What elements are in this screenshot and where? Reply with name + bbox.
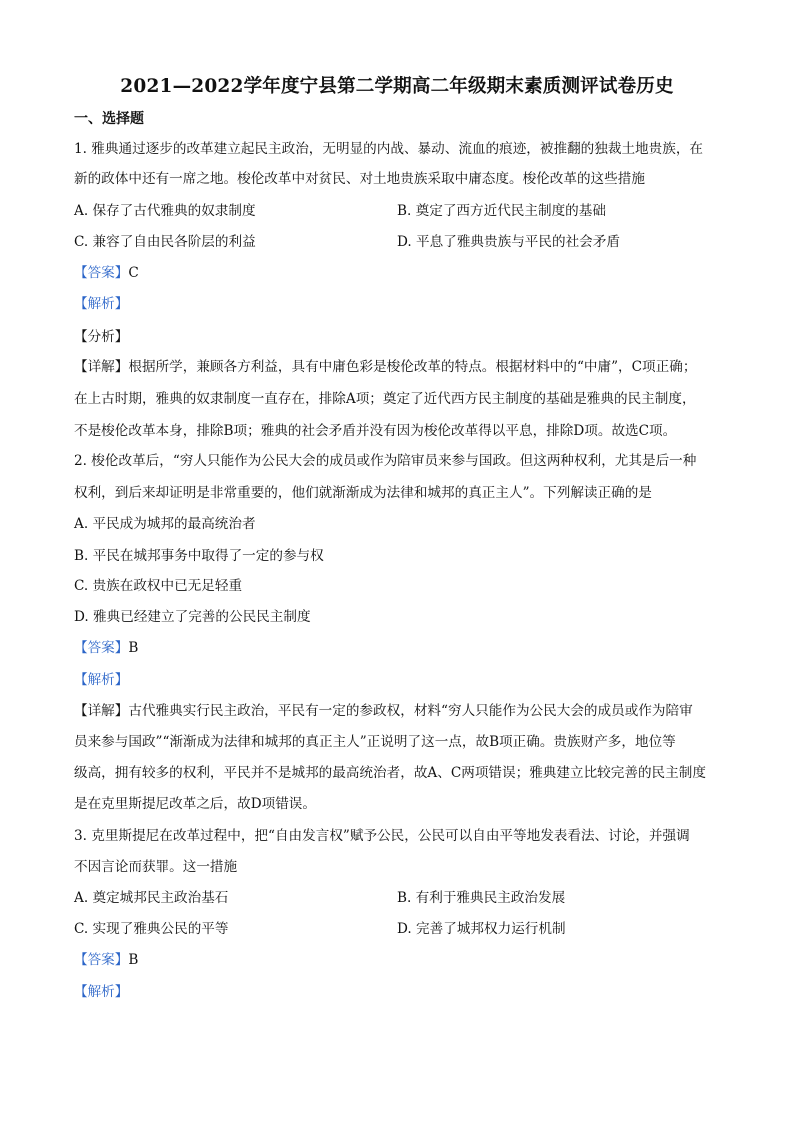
q1-detail-line-3: 不是梭伦改革本身，排除B项；雅典的社会矛盾并没有因为梭伦改革得以平息，排除D项。故选C项。 [74,423,677,439]
q2-detail-line-1 [74,701,693,721]
q2-detail-line-4: 是在克里斯提尼改革之后，故D项错误。 [74,796,316,812]
page-title: 2021—2022学年度宁县第二学期高二年级期末素质测评试卷历史 [120,76,674,97]
q2-option-d: D. 雅典已经建立了完善的公民民主制度 [74,609,311,625]
q2-option-c: C. 贵族在政权中已无足轻重 [74,578,243,594]
q3-answer [74,950,138,970]
q2-stem-line-2: 权利，到后来却证明是非常重要的，他们就渐渐成为法律和城邦的真正主人”。下列解读正确的是 [74,485,652,501]
q1-jiexi-tag: 【解析】 [74,296,129,312]
q1-detail-tag: 【详解】 [74,359,129,375]
q1-detail-line-2: 在上古时期，雅典的奴隶制度一直存在，排除A项；奠定了近代西方民主制度的基础是雅典的民主制度， [74,391,696,407]
q2-answer-tag: 【答案】 [74,640,129,656]
q3-option-a: A. 奠定城邦民主政治基石 [74,890,229,906]
q1-answer-tag: 【答案】 [74,265,129,281]
q2-detail-tag: 【详解】 [74,703,129,719]
q3-answer-tag: 【答案】 [74,952,129,968]
q3-option-c: C. 实现了雅典公民的平等 [74,921,229,937]
q1-stem-line-1: 1. 雅典通过逐步的改革建立起民主政治，无明显的内战、暴动、流血的痕迹，被推翻的独裁土地贵族，在 [74,141,704,157]
q2-detail-line-2: 员来参与国政”“渐渐成为法律和城邦的真正主人”正说明了这一点，故B项正确。贵族财产多，地位等 [74,734,676,750]
q2-option-a: A. 平民成为城邦的最高统治者 [74,516,256,532]
q2-answer-value: B [128,640,139,656]
q1-option-b: B. 奠定了西方近代民主制度的基础 [397,203,606,219]
q2-answer [74,638,138,658]
q3-answer-value: B [128,952,139,968]
q1-fenxi-tag: 【分析】 [74,329,129,345]
q3-option-b: B. 有利于雅典民主政治发展 [397,890,566,906]
q1-option-c: C. 兼容了自由民各阶层的利益 [74,234,256,250]
q3-stem-line-1: 3. 克里斯提尼在改革过程中，把“自由发言权”赋予公民，公民可以自由平等地发表看法、讨论，并强调 [74,828,690,844]
q1-option-d: D. 平息了雅典贵族与平民的社会矛盾 [397,234,620,250]
q1-answer-value: C [128,265,139,281]
q3-stem-line-2: 不因言论而获罪。这一措施 [74,859,238,875]
q1-stem-line-2: 新的政体中还有一席之地。梭伦改革中对贫民、对土地贵族采取中庸态度。梭伦改革的这些措施 [74,171,645,187]
q2-detail-line-3: 级高，拥有较多的权利，平民并不是城邦的最高统治者，故A、C两项错误；雅典建立比较完善的民主制度 [74,765,706,781]
q3-jiexi-tag: 【解析】 [74,984,129,1000]
q2-option-b: B. 平民在城邦事务中取得了一定的参与权 [74,548,324,564]
q2-detail-text-1: 古代雅典实行民主政治，平民有一定的参政权，材料“穷人只能作为公民大会的成员或作为陪审 [128,703,693,719]
q1-detail-text-1: 根据所学，兼顾各方利益，具有中庸色彩是梭伦改革的特点。根据材料中的“中庸”，C项正确； [128,359,697,375]
q1-detail-line-1 [74,357,696,377]
q2-stem-line-1: 2. 梭伦改革后，“穷人只能作为公民大会的成员或作为陪审员来参与国政。但这两种权利，尤其是后一种 [74,453,697,469]
q3-option-d: D. 完善了城邦权力运行机制 [397,921,566,937]
q1-option-a: A. 保存了古代雅典的奴隶制度 [74,203,256,219]
q2-jiexi-tag: 【解析】 [74,672,129,688]
section-heading: 一、选择题 [74,111,144,127]
q1-answer [74,263,139,283]
